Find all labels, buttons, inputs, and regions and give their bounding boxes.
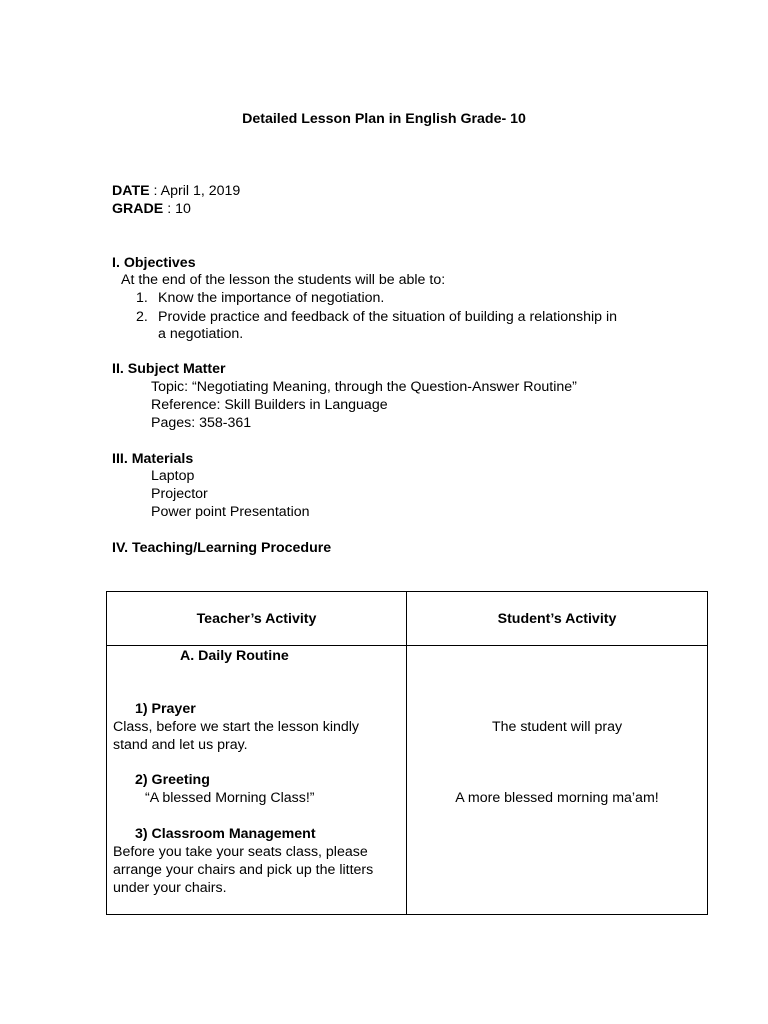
objective-item-2-text: Provide practice and feedback of the situation of building a relationship in	[158, 309, 618, 325]
date-label: DATE	[112, 183, 150, 199]
student-activity-cell	[407, 646, 708, 915]
subject-matter-heading: II. Subject Matter	[112, 361, 226, 377]
subject-reference: Reference: Skill Builders in Language	[151, 397, 388, 413]
subject-pages: Pages: 358-361	[151, 415, 252, 431]
classroom-teacher-line-1: Before you take your seats class, please	[113, 844, 368, 860]
classroom-teacher-line-2: arrange your chairs and pick up the litters	[113, 862, 374, 878]
objective-item-2-num: 2.	[136, 309, 148, 325]
prayer-teacher-line-2: stand and let us pray.	[113, 737, 248, 753]
prayer-heading: 1) Prayer	[135, 701, 196, 717]
material-item-powerpoint: Power point Presentation	[151, 504, 310, 520]
material-item-projector: Projector	[151, 486, 208, 502]
prayer-student: The student will pray	[491, 719, 623, 735]
subject-topic: Topic: “Negotiating Meaning, through the Question-Answer Routine”	[151, 379, 577, 395]
activity-table-header-row	[107, 592, 708, 646]
student-activity-header: Student’s Activity	[407, 592, 708, 646]
date-line	[112, 182, 240, 200]
greeting-student: A more blessed morning ma’am!	[455, 790, 659, 806]
materials-heading: III. Materials	[112, 451, 194, 467]
objective-item-2-cont: a negotiation.	[158, 326, 244, 342]
teacher-activity-header: Teacher’s Activity	[107, 592, 407, 646]
objective-item-1-text: Know the importance of negotiation.	[158, 290, 385, 306]
date-value: : April 1, 2019	[149, 183, 241, 199]
objective-item-1-num: 1.	[136, 290, 148, 306]
activity-table	[106, 591, 708, 915]
grade-value: : 10	[163, 201, 191, 217]
teacher-activity-cell	[107, 646, 407, 915]
objectives-intro: At the end of the lesson the students will be able to:	[121, 272, 446, 288]
classroom-teacher-line-3: under your chairs.	[113, 880, 227, 896]
activity-table-body-row	[107, 646, 708, 915]
grade-label: GRADE	[112, 201, 164, 217]
document-title: Detailed Lesson Plan in English Grade- 10	[242, 111, 526, 127]
objectives-heading: I. Objectives	[112, 255, 196, 271]
procedure-heading: IV. Teaching/Learning Procedure	[112, 540, 332, 556]
greeting-teacher: “A blessed Morning Class!”	[145, 790, 315, 806]
material-item-laptop: Laptop	[151, 468, 195, 484]
grade-line	[112, 200, 191, 218]
greeting-heading: 2) Greeting	[135, 772, 210, 788]
daily-routine-heading: A. Daily Routine	[180, 648, 289, 664]
prayer-teacher-line-1: Class, before we start the lesson kindly	[113, 719, 360, 735]
classroom-management-heading: 3) Classroom Management	[135, 826, 316, 842]
